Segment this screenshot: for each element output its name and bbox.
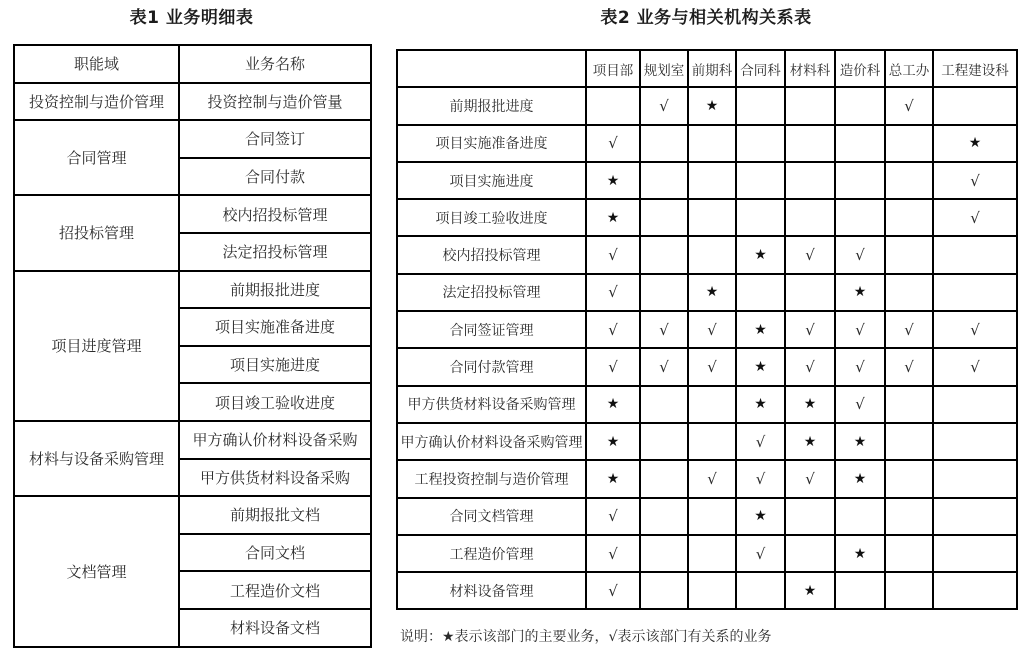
table1-row [14, 120, 371, 158]
business-cell: 甲方确认价材料设备采购 [179, 421, 371, 459]
business-cell: 投资控制与造价管量 [179, 83, 371, 121]
empty-cell [933, 498, 1017, 535]
table2-row [397, 311, 1017, 348]
table1-header-business: 业务名称 [179, 45, 371, 83]
org-header-cell: 材料科 [785, 50, 835, 87]
star-cell: ★ [736, 311, 785, 348]
empty-cell [640, 572, 688, 609]
check-cell: √ [885, 348, 933, 385]
star-cell: ★ [586, 386, 640, 423]
org-header-cell: 前期科 [688, 50, 736, 87]
org-header-cell: 规划室 [640, 50, 688, 87]
check-cell: √ [640, 87, 688, 124]
business-detail-table [13, 44, 372, 648]
table2-row [397, 423, 1017, 460]
empty-cell [885, 572, 933, 609]
empty-cell [933, 236, 1017, 273]
row-label-cell: 合同文档管理 [397, 498, 586, 535]
empty-cell [835, 572, 885, 609]
business-cell: 前期报批文档 [179, 496, 371, 534]
domain-cell: 项目进度管理 [14, 271, 179, 421]
table2-title: 表2 业务与相关机构关系表 [600, 8, 812, 28]
star-cell: ★ [688, 274, 736, 311]
empty-cell [640, 423, 688, 460]
empty-cell [688, 386, 736, 423]
check-cell: √ [586, 311, 640, 348]
star-cell: ★ [835, 535, 885, 572]
empty-cell [785, 87, 835, 124]
legend-note: 说明：★表示该部门的主要业务，√表示该部门有关系的业务 [400, 629, 772, 646]
org-header-cell: 合同科 [736, 50, 785, 87]
business-cell: 前期报批进度 [179, 271, 371, 309]
empty-cell [688, 535, 736, 572]
star-cell: ★ [586, 199, 640, 236]
empty-cell [736, 274, 785, 311]
row-label-cell: 项目实施进度 [397, 162, 586, 199]
star-cell: ★ [835, 423, 885, 460]
check-cell: √ [640, 348, 688, 385]
check-cell: √ [933, 162, 1017, 199]
empty-cell [736, 199, 785, 236]
row-label-cell: 工程投资控制与造价管理 [397, 460, 586, 497]
row-label-cell: 工程造价管理 [397, 535, 586, 572]
check-cell: √ [586, 535, 640, 572]
empty-cell [885, 236, 933, 273]
check-cell: √ [736, 535, 785, 572]
star-cell: ★ [736, 236, 785, 273]
table1-row [14, 421, 371, 459]
table2-row [397, 348, 1017, 385]
empty-cell [640, 162, 688, 199]
table1-section [13, 8, 370, 648]
empty-cell [933, 274, 1017, 311]
business-cell: 甲方供货材料设备采购 [179, 459, 371, 497]
star-cell: ★ [785, 423, 835, 460]
business-cell: 工程造价文档 [179, 571, 371, 609]
check-cell: √ [933, 311, 1017, 348]
org-header-cell: 总工办 [885, 50, 933, 87]
empty-cell [640, 125, 688, 162]
star-cell: ★ [835, 460, 885, 497]
empty-cell [688, 498, 736, 535]
check-cell: √ [688, 348, 736, 385]
empty-cell [736, 572, 785, 609]
table1-row [14, 83, 371, 121]
empty-cell [640, 460, 688, 497]
empty-cell [933, 87, 1017, 124]
domain-cell: 文档管理 [14, 496, 179, 646]
empty-cell [688, 236, 736, 273]
star-cell: ★ [785, 386, 835, 423]
check-cell: √ [586, 572, 640, 609]
table2-row [397, 162, 1017, 199]
check-cell: √ [835, 348, 885, 385]
empty-cell [640, 199, 688, 236]
empty-cell [885, 125, 933, 162]
table2-header-row [397, 50, 1017, 87]
domain-cell: 材料与设备采购管理 [14, 421, 179, 496]
table2-row [397, 87, 1017, 124]
empty-cell [736, 125, 785, 162]
empty-cell [933, 460, 1017, 497]
empty-cell [835, 199, 885, 236]
row-label-cell: 合同付款管理 [397, 348, 586, 385]
empty-cell [933, 423, 1017, 460]
business-cell: 项目实施准备进度 [179, 308, 371, 346]
table2-row [397, 535, 1017, 572]
empty-cell [785, 535, 835, 572]
check-cell: √ [736, 460, 785, 497]
table1-header-row [14, 45, 371, 83]
check-cell: √ [835, 386, 885, 423]
empty-cell [640, 274, 688, 311]
table2-row [397, 572, 1017, 609]
empty-cell [688, 423, 736, 460]
table2-row [397, 236, 1017, 273]
business-org-matrix-table [396, 49, 1018, 610]
check-cell: √ [736, 423, 785, 460]
star-cell: ★ [785, 572, 835, 609]
empty-cell [933, 386, 1017, 423]
empty-cell [736, 162, 785, 199]
empty-cell [835, 498, 885, 535]
empty-cell [885, 162, 933, 199]
empty-cell [785, 162, 835, 199]
corner-cell [397, 50, 586, 87]
empty-cell [835, 87, 885, 124]
row-label-cell: 项目实施准备进度 [397, 125, 586, 162]
table1-row [14, 271, 371, 309]
check-cell: √ [933, 199, 1017, 236]
check-cell: √ [885, 87, 933, 124]
empty-cell [785, 199, 835, 236]
empty-cell [688, 125, 736, 162]
check-cell: √ [586, 498, 640, 535]
row-label-cell: 校内招投标管理 [397, 236, 586, 273]
empty-cell [736, 87, 785, 124]
check-cell: √ [785, 311, 835, 348]
empty-cell [885, 498, 933, 535]
row-label-cell: 法定招投标管理 [397, 274, 586, 311]
empty-cell [785, 274, 835, 311]
check-cell: √ [933, 348, 1017, 385]
domain-cell: 招投标管理 [14, 195, 179, 270]
empty-cell [933, 572, 1017, 609]
check-cell: √ [835, 311, 885, 348]
business-cell: 项目竣工验收进度 [179, 383, 371, 421]
empty-cell [885, 460, 933, 497]
row-label-cell: 甲方供货材料设备采购管理 [397, 386, 586, 423]
table2-row [397, 274, 1017, 311]
empty-cell [640, 386, 688, 423]
table2-row [397, 386, 1017, 423]
domain-cell: 合同管理 [14, 120, 179, 195]
empty-cell [885, 199, 933, 236]
row-label-cell: 前期报批进度 [397, 87, 586, 124]
empty-cell [640, 535, 688, 572]
check-cell: √ [586, 125, 640, 162]
star-cell: ★ [736, 348, 785, 385]
business-cell: 合同签订 [179, 120, 371, 158]
table1-header-domain: 职能域 [14, 45, 179, 83]
business-cell: 材料设备文档 [179, 609, 371, 647]
empty-cell [835, 125, 885, 162]
check-cell: √ [586, 348, 640, 385]
domain-cell: 投资控制与造价管理 [14, 83, 179, 121]
empty-cell [640, 498, 688, 535]
business-cell: 法定招投标管理 [179, 233, 371, 271]
table1-row [14, 195, 371, 233]
star-cell: ★ [586, 423, 640, 460]
business-cell: 校内招投标管理 [179, 195, 371, 233]
empty-cell [785, 498, 835, 535]
empty-cell [885, 386, 933, 423]
star-cell: ★ [933, 125, 1017, 162]
empty-cell [885, 274, 933, 311]
org-header-cell: 项目部 [586, 50, 640, 87]
star-cell: ★ [688, 87, 736, 124]
row-label-cell: 材料设备管理 [397, 572, 586, 609]
empty-cell [885, 423, 933, 460]
check-cell: √ [688, 311, 736, 348]
org-header-cell: 工程建设科 [933, 50, 1017, 87]
empty-cell [640, 236, 688, 273]
check-cell: √ [586, 274, 640, 311]
empty-cell [785, 125, 835, 162]
check-cell: √ [785, 348, 835, 385]
star-cell: ★ [835, 274, 885, 311]
table1-title: 表1 业务明细表 [129, 8, 254, 28]
table2-section [396, 8, 1016, 646]
table2-row [397, 125, 1017, 162]
empty-cell [933, 535, 1017, 572]
check-cell: √ [785, 460, 835, 497]
check-cell: √ [586, 236, 640, 273]
star-cell: ★ [736, 498, 785, 535]
star-cell: ★ [586, 460, 640, 497]
empty-cell [688, 162, 736, 199]
check-cell: √ [785, 236, 835, 273]
business-cell: 合同文档 [179, 534, 371, 572]
table2-row [397, 498, 1017, 535]
row-label-cell: 合同签证管理 [397, 311, 586, 348]
star-cell: ★ [586, 162, 640, 199]
business-cell: 项目实施进度 [179, 346, 371, 384]
row-label-cell: 甲方确认价材料设备采购管理 [397, 423, 586, 460]
check-cell: √ [835, 236, 885, 273]
check-cell: √ [688, 460, 736, 497]
check-cell: √ [885, 311, 933, 348]
table2-row [397, 460, 1017, 497]
star-cell: ★ [736, 386, 785, 423]
business-cell: 合同付款 [179, 158, 371, 196]
empty-cell [586, 87, 640, 124]
org-header-cell: 造价科 [835, 50, 885, 87]
table1-row [14, 496, 371, 534]
check-cell: √ [640, 311, 688, 348]
empty-cell [688, 199, 736, 236]
empty-cell [885, 535, 933, 572]
empty-cell [835, 162, 885, 199]
table2-row [397, 199, 1017, 236]
row-label-cell: 项目竣工验收进度 [397, 199, 586, 236]
empty-cell [688, 572, 736, 609]
